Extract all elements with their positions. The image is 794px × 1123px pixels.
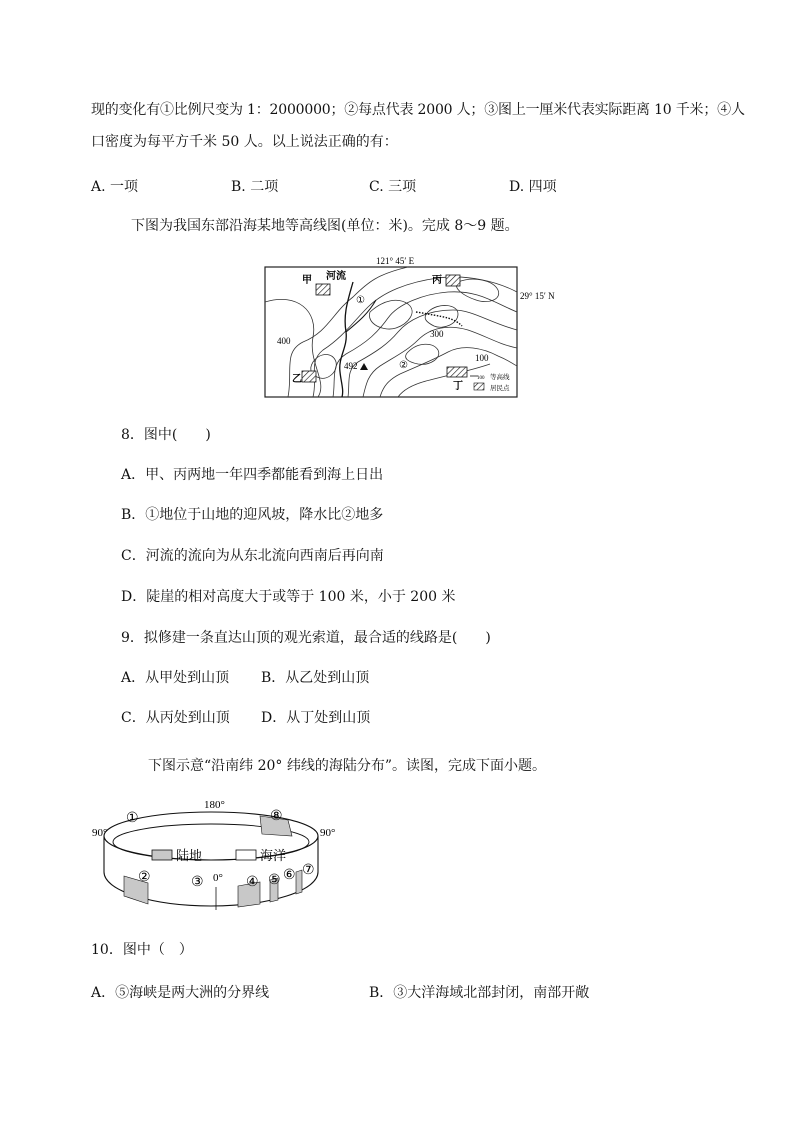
area-1-label: ①	[356, 295, 365, 306]
area-2-label: ②	[399, 360, 408, 371]
contour-map	[258, 252, 598, 402]
q7-option-b: B. 二项	[231, 179, 279, 195]
q7-option-c: C. 三项	[369, 179, 417, 195]
map1-caption: 下图为我国东部沿海某地等高线图(单位：米)。完成 8～9 题。	[131, 218, 519, 234]
legend-ocean-label: 海洋	[260, 848, 287, 863]
q8-option-a: A．甲、丙两地一年四季都能看到海上日出	[121, 467, 384, 483]
q10-option-b: B．③大洋海域北部封闭，南部开敞	[369, 985, 590, 1001]
marker-7: ⑦	[302, 863, 315, 878]
intro-line-1: 现的变化有①比例尺变为 1：2000000；②每点代表 2000 人；③图上一厘米代表实际距离 10 千米；④人	[91, 102, 745, 118]
legend-contour-sample: 100	[477, 376, 485, 381]
label-yi: 乙	[292, 374, 302, 385]
marker-8: ⑧	[270, 809, 283, 824]
marker-3: ③	[191, 875, 204, 890]
legend-contour-label: 等高线	[490, 374, 510, 381]
q8-stem: 8．图中( )	[121, 427, 211, 443]
map2-caption: 下图示意“沿南纬 20° 纬线的海陆分布”。读图，完成下面小题。	[148, 758, 547, 774]
peak-elevation: 492	[344, 361, 358, 371]
label-ding: 丁	[453, 381, 463, 392]
legend-settlement-label: 居民点	[490, 385, 510, 392]
q7-option-a: A. 一项	[91, 179, 139, 195]
contour-300-label: 300	[430, 329, 444, 339]
marker-6: ⑥	[283, 868, 296, 883]
marker-5: ⑤	[268, 873, 281, 888]
lon-90-left-label: 90°	[92, 827, 108, 839]
q10-stem: 10．图中（ ）	[91, 942, 193, 958]
contour-100-label: 100	[475, 353, 489, 363]
q8-option-b: B．①地位于山地的迎风坡，降水比②地多	[121, 507, 384, 523]
q9-option-c: C．从丙处到山顶	[121, 710, 230, 726]
marker-1: ①	[126, 811, 139, 826]
lat-label: 29° 15′ N	[520, 291, 555, 301]
legend-land-label: 陆地	[176, 848, 203, 863]
q9-stem: 9．拟修建一条直达山顶的观光索道，最合适的线路是( )	[121, 630, 491, 646]
marker-2: ②	[138, 870, 151, 885]
lon-90-right-label: 90°	[320, 827, 336, 839]
q9-option-b: B．从乙处到山顶	[261, 670, 370, 686]
q10-option-a: A．⑤海峡是两大洲的分界线	[91, 985, 270, 1001]
q8-option-d: D．陡崖的相对高度大于或等于 100 米，小于 200 米	[121, 589, 456, 605]
settlement-ding	[447, 367, 467, 377]
label-bing: 丙	[432, 275, 442, 286]
settlement-bing	[446, 275, 460, 286]
label-jia: 甲	[302, 275, 312, 286]
lon-0-label: 0°	[213, 872, 223, 884]
q9-option-a: A．从甲处到山顶	[121, 670, 230, 686]
q8-option-c: C．河流的流向为从东北流向西南后再向南	[121, 548, 384, 564]
latitude-ring-diagram	[88, 794, 348, 919]
q9-option-d: D．从丁处到山顶	[261, 710, 371, 726]
marker-4: ④	[246, 875, 259, 890]
lon-label: 121° 45′ E	[376, 256, 415, 266]
label-river: 河流	[326, 271, 346, 282]
settlement-jia	[316, 284, 330, 295]
intro-line-2: 口密度为每平方千米 50 人。以上说法正确的有：	[91, 134, 398, 150]
q7-option-d: D. 四项	[509, 179, 557, 195]
lon-180-label: 180°	[204, 799, 225, 811]
settlement-yi	[302, 371, 316, 382]
contour-400-label: 400	[277, 336, 291, 346]
